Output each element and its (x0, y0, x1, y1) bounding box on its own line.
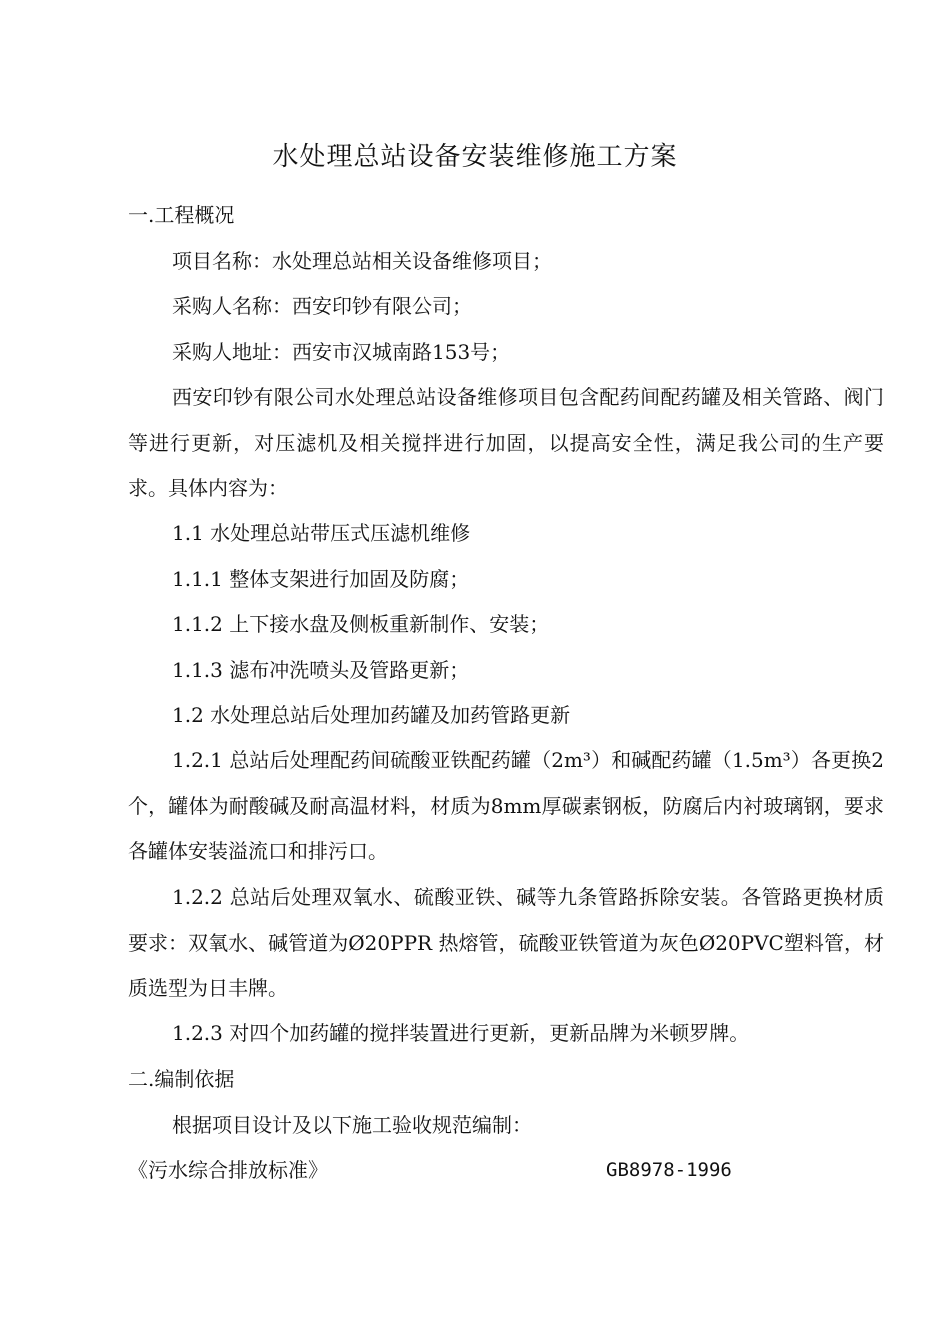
item-1-2: 1.2 水处理总站后处理加药罐及加药管路更新 (172, 703, 571, 727)
item-1-1-3: 1.1.3 滤布冲洗喷头及管路更新； (172, 658, 470, 682)
item-1-1: 1.1 水处理总站带压式压滤机维修 (172, 521, 471, 545)
section-heading-overview: 一.工程概况 (128, 203, 235, 227)
standard-name: 《污水综合排放标准》 (128, 1158, 328, 1182)
basis-intro-line: 根据项目设计及以下施工验收规范编制： (172, 1113, 532, 1137)
item-1-1-1: 1.1.1 整体支架进行加固及防腐； (172, 567, 470, 591)
item-1-2-1-paragraph: 1.2.1 总站后处理配药间硫酸亚铁配药罐（2m³）和碱配药罐（1.5m³）各更换2个，罐体为耐酸碱及耐高温材料，材质为8mm厚碳素钢板，防腐后内衬玻璃钢，要求各罐体安装溢流口和排污口。 (128, 748, 884, 863)
overview-paragraph: 西安印钞有限公司水处理总站设备维修项目包含配药间配药罐及相关管路、阀门等进行更新，对压滤机及相关搅拌进行加固，以提高安全性，满足我公司的生产要求。具体内容为： (128, 385, 884, 500)
purchaser-address-line: 采购人地址：西安市汉城南路153号； (172, 340, 511, 364)
purchaser-name-line: 采购人名称：西安印钞有限公司； (172, 294, 472, 318)
section-heading-basis: 二.编制依据 (128, 1067, 235, 1091)
standard-code: GB8978-1996 (606, 1159, 732, 1181)
item-1-2-2-paragraph: 1.2.2 总站后处理双氧水、硫酸亚铁、碱等九条管路拆除安装。各管路更换材质要求：双氧水、碱管道为Ø20PPR 热熔管，硫酸亚铁管道为灰色Ø20PVC塑料管，材质选型为日丰牌。 (128, 885, 884, 1000)
document-title: 水处理总站设备安装维修施工方案 (272, 142, 678, 172)
project-name-line: 项目名称：水处理总站相关设备维修项目； (172, 249, 552, 273)
item-1-2-3: 1.2.3 对四个加药罐的搅拌装置进行更新，更新品牌为米顿罗牌。 (172, 1021, 750, 1045)
item-1-1-2: 1.1.2 上下接水盘及侧板重新制作、安装； (172, 612, 550, 636)
